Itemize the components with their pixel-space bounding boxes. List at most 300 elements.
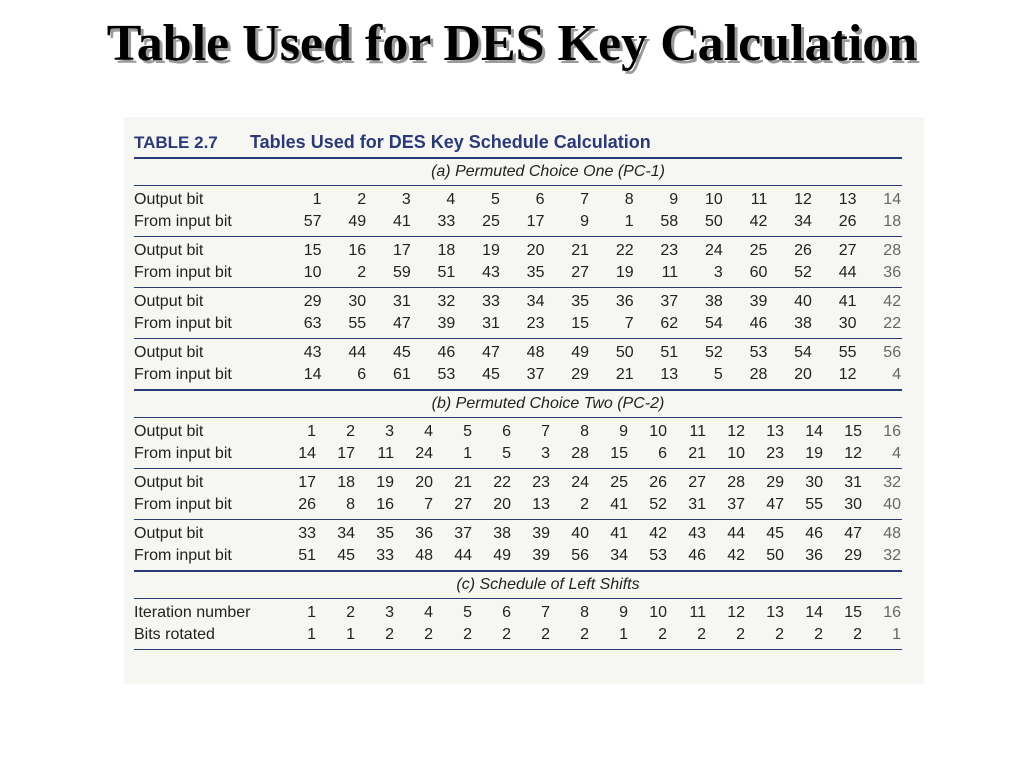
table-cell: 46 [688, 547, 706, 564]
row-values [278, 264, 902, 282]
table-cell: 2 [814, 626, 823, 643]
table-number: TABLE 2.7 [134, 133, 218, 152]
row-values [278, 547, 902, 565]
table-cell: 61 [392, 366, 411, 383]
table-cell: 37 [454, 525, 472, 542]
table-cell: 25 [610, 474, 628, 491]
table-cell: 13 [838, 191, 857, 208]
table-cell: 35 [571, 293, 590, 310]
table-cell: 22 [883, 315, 902, 332]
table-cell: 15 [844, 423, 862, 440]
table-cell: 3 [541, 445, 550, 462]
table-cell: 10 [727, 445, 745, 462]
row-values [278, 496, 902, 514]
table-row [134, 240, 902, 262]
table-cell: 1 [346, 626, 355, 643]
table-cell: 11 [689, 423, 706, 440]
row-group [134, 469, 902, 519]
table-cell: 36 [615, 293, 634, 310]
table-cell: 4 [424, 604, 433, 621]
table-cell: 41 [838, 293, 857, 310]
table-cell: 49 [571, 344, 590, 361]
table-cell: 9 [580, 213, 590, 230]
table-cell: 1 [307, 423, 316, 440]
row-group [134, 237, 902, 287]
table-row [134, 494, 902, 516]
table-cell: 2 [736, 626, 745, 643]
table-cell: 1 [619, 626, 628, 643]
table-cell: 43 [688, 525, 706, 542]
table-cell: 55 [838, 344, 857, 361]
table-cell: 5 [502, 445, 511, 462]
table-cell: 51 [298, 547, 316, 564]
table-cell: 52 [704, 344, 723, 361]
table-cell: 30 [844, 496, 862, 513]
table-cell: 28 [571, 445, 589, 462]
table-cell: 41 [610, 525, 628, 542]
table-cell: 18 [437, 242, 456, 259]
table-cell: 55 [805, 496, 823, 513]
table-cell: 46 [805, 525, 823, 542]
table-cell: 53 [437, 366, 456, 383]
row-label: From input bit [134, 264, 232, 281]
table-cell: 14 [298, 445, 316, 462]
table-cell: 2 [658, 626, 667, 643]
table-cell: 14 [883, 191, 902, 208]
table-cell: 39 [532, 547, 550, 564]
row-values [278, 344, 902, 362]
table-cell: 34 [526, 293, 545, 310]
table-cell: 36 [883, 264, 902, 281]
table-cell: 14 [805, 604, 823, 621]
table-cell: 5 [713, 366, 723, 383]
row-values [278, 423, 902, 441]
table-cell: 32 [883, 474, 901, 491]
table-cell: 40 [794, 293, 812, 310]
row-label: From input bit [134, 445, 232, 462]
table-cell: 44 [727, 525, 745, 542]
table-cell: 43 [303, 344, 322, 361]
table-cell: 2 [541, 626, 550, 643]
table-cell: 55 [348, 315, 367, 332]
table-cell: 3 [385, 423, 394, 440]
row-label: Output bit [134, 191, 204, 208]
table-cell: 20 [493, 496, 511, 513]
table-cell: 22 [615, 242, 634, 259]
table-cell: 9 [619, 423, 628, 440]
table-cell: 62 [660, 315, 679, 332]
table-cell: 18 [337, 474, 355, 491]
table-cell: 11 [661, 264, 679, 281]
row-values [278, 366, 902, 384]
table-cell: 30 [348, 293, 367, 310]
table-cell: 21 [454, 474, 472, 491]
row-group [134, 339, 902, 389]
table-cell: 18 [883, 213, 902, 230]
table-cell: 56 [883, 344, 902, 361]
table-cell: 17 [298, 474, 316, 491]
row-label: From input bit [134, 496, 232, 513]
table-cell: 50 [704, 213, 723, 230]
table-cell: 27 [571, 264, 590, 281]
table-cell: 25 [749, 242, 768, 259]
table-cell: 17 [526, 213, 545, 230]
row-label: Iteration number [134, 604, 251, 621]
table-cell: 52 [649, 496, 667, 513]
table-cell: 2 [346, 604, 355, 621]
table-cell: 23 [660, 242, 679, 259]
table-cell: 15 [610, 445, 628, 462]
row-group [134, 418, 902, 468]
table-cell: 7 [541, 604, 550, 621]
table-cell: 39 [749, 293, 768, 310]
table-cell: 37 [660, 293, 679, 310]
table-cell: 37 [727, 496, 745, 513]
table-cell: 34 [610, 547, 628, 564]
table-cell: 25 [482, 213, 500, 230]
table-cell: 51 [437, 264, 456, 281]
row-label: Output bit [134, 423, 204, 440]
row-label: Output bit [134, 242, 204, 259]
table-cell: 31 [482, 315, 500, 332]
row-label: Bits rotated [134, 626, 215, 643]
table-cell: 46 [437, 344, 456, 361]
table-cell: 51 [660, 344, 679, 361]
table-cell: 47 [844, 525, 862, 542]
table-body [134, 157, 902, 650]
table-cell: 26 [649, 474, 667, 491]
table-cell: 26 [298, 496, 316, 513]
table-cell: 28 [749, 366, 768, 383]
table-cell: 24 [571, 474, 589, 491]
table-cell: 12 [838, 366, 857, 383]
table-cell: 8 [624, 191, 634, 208]
table-cell: 42 [649, 525, 667, 542]
table-cell: 45 [337, 547, 355, 564]
table-cell: 19 [805, 445, 823, 462]
table-cell: 1 [307, 604, 316, 621]
row-label: From input bit [134, 547, 232, 564]
table-row [134, 262, 902, 284]
table-row [134, 211, 902, 233]
table-cell: 32 [883, 547, 901, 564]
table-cell: 45 [766, 525, 784, 542]
table-row [134, 602, 902, 624]
row-values [278, 604, 902, 622]
table-cell: 22 [493, 474, 511, 491]
table-cell: 36 [805, 547, 823, 564]
table-cell: 14 [303, 366, 322, 383]
table-cell: 13 [532, 496, 550, 513]
table-cell: 2 [580, 626, 589, 643]
table-cell: 2 [424, 626, 433, 643]
table-bottom-rule [134, 649, 902, 650]
table-cell: 13 [766, 604, 784, 621]
table-cell: 2 [775, 626, 784, 643]
table-cell: 21 [615, 366, 634, 383]
table-cell: 56 [571, 547, 589, 564]
table-cell: 2 [463, 626, 472, 643]
scanned-table [124, 117, 924, 684]
row-label: From input bit [134, 366, 232, 383]
row-values [278, 315, 902, 333]
table-cell: 20 [415, 474, 433, 491]
table-cell: 7 [541, 423, 550, 440]
table-cell: 5 [490, 191, 500, 208]
table-row [134, 545, 902, 567]
table-cell: 24 [704, 242, 723, 259]
table-cell: 41 [392, 213, 411, 230]
table-cell: 48 [883, 525, 901, 542]
table-cell: 8 [580, 604, 589, 621]
table-cell: 27 [688, 474, 706, 491]
table-cell: 23 [532, 474, 550, 491]
table-cell: 16 [376, 496, 394, 513]
table-cell: 41 [610, 496, 628, 513]
table-cell: 2 [346, 423, 355, 440]
table-cell: 23 [766, 445, 784, 462]
table-cell: 11 [377, 445, 394, 462]
table-cell: 44 [454, 547, 472, 564]
table-cell: 39 [532, 525, 550, 542]
table-cell: 40 [571, 525, 589, 542]
table-row [134, 472, 902, 494]
table-cell: 14 [805, 423, 823, 440]
table-cell: 19 [376, 474, 394, 491]
table-cell: 20 [526, 242, 545, 259]
table-title: Tables Used for DES Key Schedule Calculation [250, 132, 651, 152]
table-cell: 11 [750, 191, 768, 208]
table-cell: 10 [649, 604, 667, 621]
table-cell: 28 [883, 242, 902, 259]
table-cell: 12 [727, 604, 745, 621]
table-cell: 27 [838, 242, 857, 259]
table-cell: 53 [749, 344, 768, 361]
table-row [134, 523, 902, 545]
table-cell: 48 [415, 547, 433, 564]
table-cell: 63 [303, 315, 322, 332]
table-row [134, 364, 902, 386]
table-cell: 9 [619, 604, 628, 621]
table-cell: 42 [727, 547, 745, 564]
table-cell: 27 [454, 496, 472, 513]
table-cell: 42 [749, 213, 768, 230]
table-cell: 16 [348, 242, 367, 259]
table-cell: 31 [392, 293, 411, 310]
table-cell: 49 [348, 213, 367, 230]
table-cell: 54 [794, 344, 812, 361]
row-group [134, 599, 902, 649]
table-cell: 46 [749, 315, 768, 332]
row-label: Output bit [134, 525, 204, 542]
table-cell: 49 [493, 547, 511, 564]
table-cell: 16 [883, 423, 901, 440]
table-cell: 29 [571, 366, 590, 383]
table-cell: 59 [392, 264, 411, 281]
table-cell: 31 [688, 496, 706, 513]
table-cell: 10 [704, 191, 723, 208]
table-cell: 50 [766, 547, 784, 564]
table-cell: 38 [704, 293, 723, 310]
table-cell: 52 [794, 264, 812, 281]
row-values [278, 626, 902, 644]
table-cell: 8 [346, 496, 355, 513]
table-cell: 40 [883, 496, 901, 513]
table-cell: 6 [502, 604, 511, 621]
table-cell: 2 [357, 191, 367, 208]
table-cell: 5 [463, 604, 472, 621]
table-cell: 1 [463, 445, 472, 462]
table-cell: 26 [838, 213, 857, 230]
table-cell: 19 [615, 264, 634, 281]
table-cell: 50 [615, 344, 634, 361]
table-cell: 29 [303, 293, 322, 310]
table-cell: 2 [385, 626, 394, 643]
table-cell: 44 [348, 344, 367, 361]
table-cell: 36 [415, 525, 433, 542]
table-cell: 4 [892, 445, 901, 462]
table-cell: 58 [660, 213, 679, 230]
table-cell: 3 [385, 604, 394, 621]
section-caption: (b) Permuted Choice Two (PC-2) [431, 395, 665, 412]
table-cell: 43 [482, 264, 500, 281]
table-row [134, 624, 902, 646]
row-label: Output bit [134, 474, 204, 491]
row-values [278, 242, 902, 260]
table-cell: 30 [805, 474, 823, 491]
table-cell: 38 [794, 315, 812, 332]
table-cell: 4 [446, 191, 456, 208]
row-values [278, 191, 902, 209]
table-cell: 1 [307, 626, 316, 643]
table-cell: 12 [844, 445, 862, 462]
row-group [134, 520, 902, 570]
table-cell: 12 [727, 423, 745, 440]
table-cell: 24 [415, 445, 433, 462]
table-cell: 35 [526, 264, 545, 281]
table-cell: 26 [794, 242, 812, 259]
table-cell: 11 [689, 604, 706, 621]
section-caption: (a) Permuted Choice One (PC-1) [431, 163, 665, 180]
table-cell: 44 [838, 264, 857, 281]
table-cell: 54 [704, 315, 723, 332]
table-cell: 7 [580, 191, 590, 208]
table-cell: 47 [482, 344, 500, 361]
table-cell: 33 [298, 525, 316, 542]
table-cell: 3 [713, 264, 723, 281]
table-cell: 45 [392, 344, 411, 361]
table-cell: 6 [535, 191, 545, 208]
table-cell: 6 [658, 445, 667, 462]
table-cell: 4 [424, 423, 433, 440]
table-header [134, 127, 902, 157]
table-cell: 3 [401, 191, 411, 208]
table-row [134, 342, 902, 364]
table-row [134, 189, 902, 211]
table-cell: 23 [526, 315, 545, 332]
table-cell: 38 [493, 525, 511, 542]
row-label: Output bit [134, 293, 204, 310]
row-values [278, 293, 902, 311]
table-cell: 60 [749, 264, 768, 281]
table-cell: 57 [303, 213, 322, 230]
table-cell: 29 [844, 547, 862, 564]
row-values [278, 445, 902, 463]
table-cell: 2 [580, 496, 589, 513]
table-cell: 10 [303, 264, 322, 281]
table-row [134, 291, 902, 313]
table-cell: 39 [437, 315, 456, 332]
table-cell: 33 [482, 293, 500, 310]
table-cell: 6 [357, 366, 367, 383]
table-cell: 21 [688, 445, 706, 462]
table-row [134, 443, 902, 465]
table-cell: 47 [392, 315, 411, 332]
table-cell: 19 [482, 242, 500, 259]
row-values [278, 474, 902, 492]
table-cell: 12 [794, 191, 812, 208]
table-cell: 4 [892, 366, 902, 383]
table-cell: 7 [624, 315, 634, 332]
table-cell: 37 [526, 366, 545, 383]
table-cell: 34 [794, 213, 812, 230]
table-cell: 1 [312, 191, 322, 208]
table-cell: 34 [337, 525, 355, 542]
table-cell: 13 [766, 423, 784, 440]
table-cell: 32 [437, 293, 456, 310]
table-cell: 33 [376, 547, 394, 564]
table-cell: 2 [357, 264, 367, 281]
table-cell: 13 [660, 366, 679, 383]
row-group [134, 288, 902, 338]
table-cell: 42 [883, 293, 902, 310]
table-cell: 6 [502, 423, 511, 440]
table-cell: 16 [883, 604, 901, 621]
table-cell: 7 [424, 496, 433, 513]
table-cell: 9 [669, 191, 679, 208]
table-cell: 15 [571, 315, 590, 332]
row-group [134, 186, 902, 236]
table-cell: 17 [392, 242, 411, 259]
table-cell: 53 [649, 547, 667, 564]
section-caption: (c) Schedule of Left Shifts [456, 576, 640, 593]
table-cell: 47 [766, 496, 784, 513]
table-cell: 2 [853, 626, 862, 643]
table-cell: 5 [463, 423, 472, 440]
table-row [134, 313, 902, 335]
table-cell: 31 [844, 474, 862, 491]
table-cell: 48 [526, 344, 545, 361]
table-cell: 2 [697, 626, 706, 643]
table-cell: 10 [649, 423, 667, 440]
table-cell: 2 [502, 626, 511, 643]
table-cell: 29 [766, 474, 784, 491]
table-cell: 1 [892, 626, 901, 643]
table-cell: 35 [376, 525, 394, 542]
table-cell: 8 [580, 423, 589, 440]
table-cell: 30 [838, 315, 857, 332]
table-cell: 1 [624, 213, 634, 230]
row-values [278, 213, 902, 231]
row-values [278, 525, 902, 543]
row-label: From input bit [134, 213, 232, 230]
table-row [134, 421, 902, 443]
table-cell: 15 [844, 604, 862, 621]
table-cell: 28 [727, 474, 745, 491]
table-cell: 15 [303, 242, 322, 259]
slide-title: Table Used for DES Key Calculation [106, 15, 918, 72]
table-cell: 21 [571, 242, 590, 259]
